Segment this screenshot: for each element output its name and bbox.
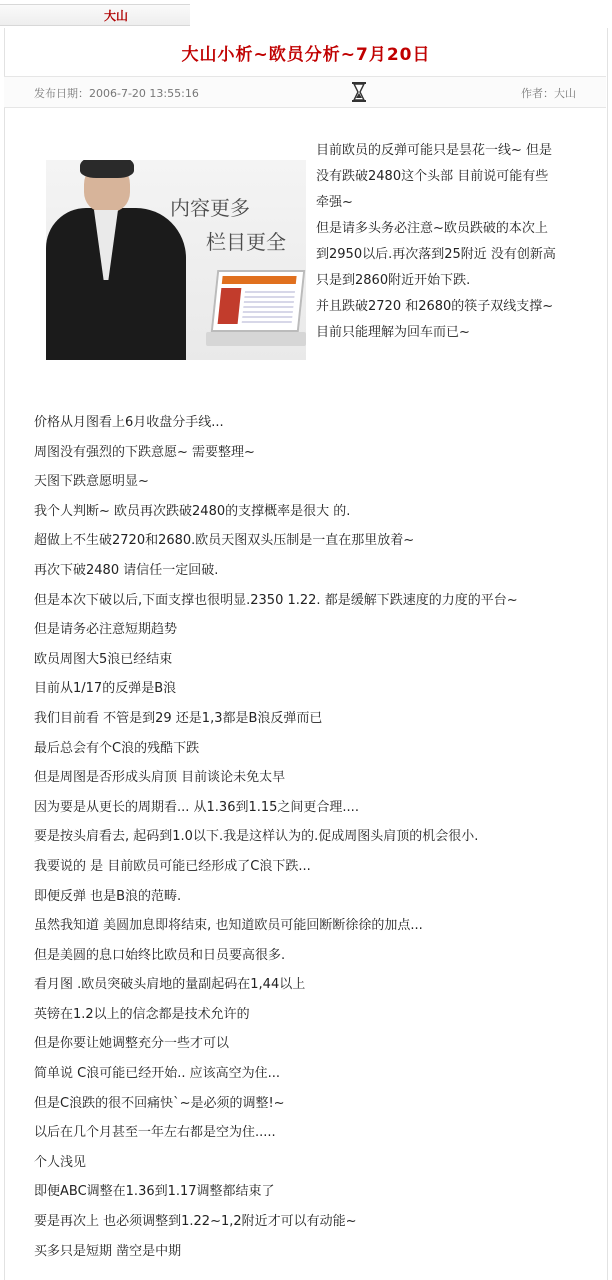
body-line: 欧员周图大5浪已经结束	[34, 651, 173, 667]
body-line: 看月图 .欧员突破头肩地的量副起码在1,44以上	[34, 977, 306, 993]
intro-line: 但是请多头务必注意~欧员跌破的本次上	[316, 221, 548, 236]
intro-line: 牵强~	[316, 195, 353, 210]
body-line: 最后总会有个C浪的残酷下跌	[34, 740, 200, 756]
body-line: 虽然我知道 美圆加息即将结束, 也知道欧员可能回断断徐徐的加点...	[34, 918, 423, 934]
laptop-screen-header	[222, 276, 297, 284]
intro-paragraph	[316, 138, 578, 346]
body-line: 超做上不生破2720和2680.欧员天图双头压制是一直在那里放着~	[34, 533, 415, 549]
intro-line: 没有跌破2480这个头部 目前说可能有些	[316, 169, 549, 184]
body-line: 天图下跌意愿明显~	[34, 474, 149, 490]
body-line: 再次下破2480 请信任一定回破.	[34, 562, 219, 578]
banner-laptop-base	[206, 332, 306, 346]
intro-line: 目前欧员的反弹可能只是昙花一线~ 但是	[316, 143, 553, 158]
top-bar	[0, 0, 612, 28]
body-line: 但是C浪跌的很不回痛快`~是必须的调整!~	[34, 1095, 285, 1111]
banner-laptop	[211, 270, 306, 332]
article-body	[34, 408, 594, 1266]
body-line: 价格从月图看上6月收盘分手线...	[34, 415, 224, 430]
body-line: 但是你要让她调整充分一些才可以	[34, 1036, 230, 1052]
banner-text-1: 内容更多	[170, 196, 250, 220]
body-line: 要是再次上 也必须调整到1.22~1,2附近才可以有动能~	[34, 1214, 357, 1230]
body-line: 目前从1/17的反弹是B浪	[34, 681, 177, 697]
banner-person	[46, 208, 186, 360]
laptop-screen-body	[242, 288, 296, 324]
body-line: 我要说的 是 目前欧员可能已经形成了C浪下跌...	[34, 858, 311, 874]
intro-line: 到2950以后.再次落到25附近 没有创新高	[316, 247, 556, 262]
body-line: 即便ABC调整在1.36到1.17调整都结束了	[34, 1184, 275, 1200]
body-line: 但是请务必注意短期趋势	[34, 622, 178, 638]
article-title: 大山小析~欧员分析~7月20日	[181, 45, 431, 65]
body-line: 但是美圆的息口始终比欧员和日员要高很多.	[34, 947, 286, 963]
body-line: 我们目前看 不管是到29 还是1,3都是B浪反弹而已	[34, 710, 323, 726]
column-tab[interactable]	[0, 4, 190, 26]
body-line: 要是按头肩看去, 起码到1.0以下.我是这样认为的.促成周图头肩顶的机会很小.	[34, 829, 479, 845]
promo-banner	[46, 160, 306, 360]
laptop-screen-sidebar	[218, 288, 242, 324]
body-line: 简单说 C浪可能已经开始.. 应该高空为住...	[34, 1066, 281, 1082]
banner-person-hair	[80, 160, 134, 178]
column-tab-label[interactable]: 大山	[104, 9, 129, 23]
author: 作者：大山	[521, 87, 576, 100]
body-line: 即便反弹 也是B浪的范畴.	[34, 888, 182, 904]
meta-row	[4, 76, 606, 108]
body-line: 我个人判断~ 欧员再次跌破2480的支撑概率是很大 的.	[34, 503, 351, 519]
publish-date: 发布日期：2006-7-20 13:55:16	[34, 87, 199, 100]
hourglass-icon	[351, 82, 367, 102]
intro-line: 目前只能理解为回车而已~	[316, 325, 470, 340]
body-line: 周图没有强烈的下跌意愿~ 需要整理~	[34, 444, 255, 460]
banner-text-2: 栏目更全	[206, 230, 286, 254]
body-line: 但是本次下破以后,下面支撑也很明显.2350 1.22. 都是缓解下跌速度的力度的平台~	[34, 592, 518, 608]
body-line: 英镑在1.2以上的信念都是技术允许的	[34, 1006, 250, 1022]
body-line: 以后在几个月甚至一年左右都是空为住.....	[34, 1125, 276, 1141]
body-line: 买多只是短期 凿空是中期	[34, 1243, 182, 1259]
body-line: 个人浅见	[34, 1154, 87, 1170]
intro-line: 只是到2860附近开始下跌.	[316, 273, 471, 288]
body-line: 但是周图是否形成头肩顶 目前谈论未免太早	[34, 770, 286, 786]
body-line: 因为要是从更长的周期看... 从1.36到1.15之间更合理....	[34, 799, 359, 815]
intro-line: 并且跌破2720 和2680的筷子双线支撑~	[316, 299, 554, 314]
